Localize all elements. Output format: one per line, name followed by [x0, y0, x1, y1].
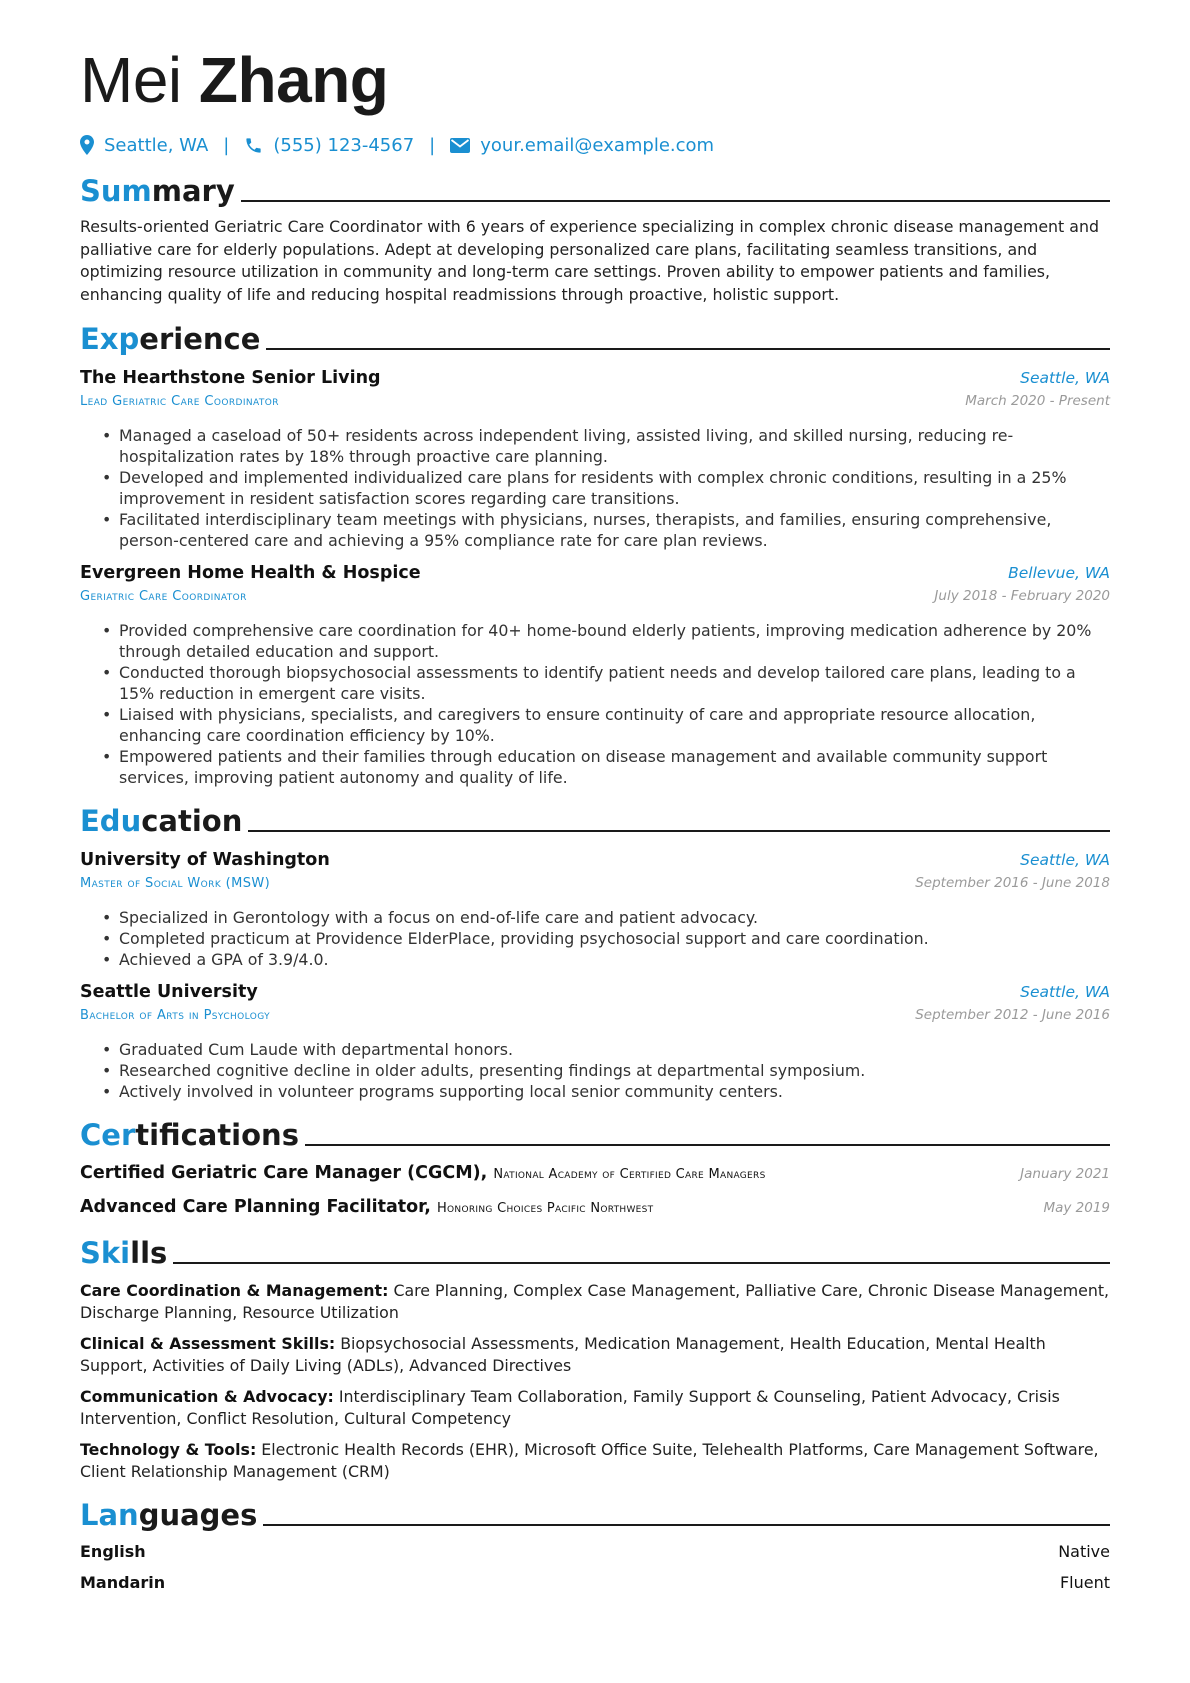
- section-title: Education: [80, 804, 243, 839]
- education-bullets: [80, 907, 1110, 970]
- location-text: Seattle, WA: [104, 134, 209, 156]
- list-item: • Liaised with physicians, specialists, and caregivers to ensure continuity of care and appropriate resource allocation, enhancing care coordination efficiency by 10%.: [102, 704, 1110, 746]
- contact-email[interactable]: [450, 135, 714, 156]
- section-title: Languages: [80, 1498, 258, 1533]
- contact-location: [80, 135, 208, 156]
- map-pin-icon: [80, 135, 94, 155]
- contact-separator: |: [429, 134, 436, 156]
- school-location: Seattle, WA: [1020, 983, 1110, 1002]
- section-title: Experience: [80, 322, 261, 357]
- section-title: Summary: [80, 174, 235, 208]
- list-item: • Actively involved in volunteer programs supporting local senior community centers.: [102, 1081, 1110, 1102]
- section-rule: [263, 1524, 1110, 1526]
- job-location: Bellevue, WA: [1008, 564, 1110, 583]
- skill-group: [80, 1439, 1110, 1482]
- contact-phone[interactable]: [244, 135, 414, 156]
- education-entry: [80, 980, 1110, 1102]
- job-entry: [80, 561, 1110, 788]
- last-name: Zhang: [198, 44, 389, 116]
- list-item: • Graduated Cum Laude with departmental honors.: [102, 1039, 1110, 1060]
- language-item: [80, 1541, 1110, 1563]
- employer-name: The Hearthstone Senior Living: [80, 368, 381, 389]
- section-heading: [80, 320, 1110, 356]
- language-level: Native: [1058, 1542, 1110, 1562]
- certification-issuer: National Academy of Certified Care Managers: [493, 1167, 766, 1183]
- email-link[interactable]: your.email@example.com: [480, 134, 715, 156]
- section-heading: [80, 802, 1110, 838]
- skill-group-label: Communication & Advocacy:: [80, 1387, 334, 1407]
- skill-group-label: Care Coordination & Management:: [80, 1281, 389, 1301]
- education-section: [80, 802, 1110, 1102]
- skill-group-label: Clinical & Assessment Skills:: [80, 1334, 336, 1354]
- certification-date: January 2021: [1020, 1166, 1110, 1183]
- phone-text[interactable]: (555) 123-4567: [273, 134, 415, 156]
- skill-group-items: Interdisciplinary Team Collaboration, Family Support & Counseling, Patient Advocacy, Crisis Intervention, Conflict Resolution, Cultural Competency: [80, 1387, 1060, 1428]
- list-item: • Empowered patients and their families through education on disease management and available community support services, improving patient autonomy and quality of life.: [102, 746, 1110, 788]
- section-heading: [80, 1496, 1110, 1532]
- school-dates: September 2012 - June 2016: [915, 1007, 1110, 1024]
- job-dates: March 2020 - Present: [965, 393, 1110, 410]
- certification-name: Advanced Care Planning Facilitator: [80, 1197, 425, 1218]
- list-item: • Provided comprehensive care coordination for 40+ home-bound elderly patients, improving medication adherence by 20% through detailed education and support.: [102, 620, 1110, 662]
- education-entry: [80, 848, 1110, 970]
- summary-section: [80, 172, 1110, 306]
- job-dates: July 2018 - February 2020: [934, 588, 1110, 605]
- school-name: University of Washington: [80, 850, 330, 871]
- skill-group: [80, 1280, 1110, 1323]
- section-heading: [80, 172, 1110, 208]
- employer-name: Evergreen Home Health & Hospice: [80, 563, 421, 584]
- school-location: Seattle, WA: [1020, 851, 1110, 870]
- job-bullets: [80, 620, 1110, 788]
- list-item: • Developed and implemented individualized care plans for residents with complex chronic conditions, resulting in a 25% improvement in resident satisfaction scores regarding care transitions.: [102, 467, 1110, 509]
- list-item: • Managed a caseload of 50+ residents across independent living, assisted living, and skilled nursing, reducing re-hospitalization rates by 18% through proactive care planning.: [102, 425, 1110, 467]
- languages-section: [80, 1496, 1110, 1594]
- language-item: [80, 1572, 1110, 1594]
- job-bullets: [80, 425, 1110, 551]
- degree-name: Bachelor of Arts in Psychology: [80, 1008, 271, 1024]
- experience-section: [80, 320, 1110, 788]
- list-item: • Specialized in Gerontology with a focus on end-of-life care and patient advocacy.: [102, 907, 1110, 928]
- skill-group: [80, 1333, 1110, 1376]
- education-bullets: [80, 1039, 1110, 1102]
- list-item: • Facilitated interdisciplinary team meetings with physicians, nurses, therapists, and families, ensuring comprehensive, person-centered care and achieving a 95% compliance rate for care plan reviews.: [102, 509, 1110, 551]
- section-rule: [173, 1262, 1110, 1264]
- degree-name: Master of Social Work (MSW): [80, 876, 271, 892]
- job-entry: [80, 366, 1110, 551]
- first-name: Mei: [80, 44, 182, 116]
- school-dates: September 2016 - June 2018: [915, 875, 1110, 892]
- section-rule: [241, 200, 1110, 202]
- language-name: Mandarin: [80, 1573, 166, 1593]
- section-title: Certifications: [80, 1118, 299, 1153]
- summary-text: Results-oriented Geriatric Care Coordinator with 6 years of experience specializing in complex chronic disease management and palliative care for elderly populations. Adept at developing personalized care plans, facilitating seamless transitions, and optimizing resource utilization in community and long-term care settings. Proven ability to empower patients and families, enhancing quality of life and reducing hospital readmissions through proactive, holistic support.: [80, 217, 1099, 304]
- skill-group: [80, 1386, 1110, 1429]
- section-heading: [80, 1234, 1110, 1270]
- school-name: Seattle University: [80, 982, 258, 1003]
- envelope-icon: [450, 138, 470, 153]
- certification-item: Advanced Care Planning Facilitator, Honoring Choices Pacific Northwest May 2019: [80, 1197, 1110, 1218]
- phone-icon: [244, 136, 263, 155]
- section-rule: [305, 1144, 1110, 1146]
- certifications-section: [80, 1116, 1110, 1220]
- section-title: Skills: [80, 1236, 168, 1271]
- contact-separator: |: [223, 134, 230, 156]
- list-item: • Completed practicum at Providence ElderPlace, providing psychosocial support and care coordination.: [102, 928, 1110, 949]
- contact-bar: [80, 132, 1110, 158]
- skill-group-items: Electronic Health Records (EHR), Microsoft Office Suite, Telehealth Platforms, Care Management Software, Client Relationship Management (CRM): [80, 1440, 1099, 1481]
- certification-issuer: Honoring Choices Pacific Northwest: [436, 1201, 654, 1217]
- list-item: • Achieved a GPA of 3.9/4.0.: [102, 949, 1110, 970]
- skill-group-items: Biopsychosocial Assessments, Medication Management, Health Education, Mental Health Support, Activities of Daily Living (ADLs), Advanced Directives: [80, 1334, 1046, 1375]
- skill-group-items: Care Planning, Complex Case Management, Palliative Care, Chronic Disease Management, Discharge Planning, Resource Utilization: [80, 1281, 1110, 1322]
- skill-group-label: Technology & Tools:: [80, 1440, 257, 1460]
- list-item: • Researched cognitive decline in older adults, presenting findings at departmental symposium.: [102, 1060, 1110, 1081]
- certification-name: Certified Geriatric Care Manager (CGCM): [80, 1163, 481, 1184]
- job-title: Lead Geriatric Care Coordinator: [80, 394, 279, 410]
- skills-section: [80, 1234, 1110, 1482]
- job-location: Seattle, WA: [1020, 369, 1110, 388]
- certification-date: May 2019: [1043, 1200, 1110, 1217]
- list-item: • Conducted thorough biopsychosocial assessments to identify patient needs and develop tailored care plans, leading to a 15% reduction in emergent care visits.: [102, 662, 1110, 704]
- section-rule: [266, 348, 1110, 350]
- section-rule: [248, 830, 1110, 832]
- section-heading: [80, 1116, 1110, 1152]
- language-level: Fluent: [1059, 1573, 1110, 1593]
- language-name: English: [80, 1542, 146, 1562]
- candidate-name: [80, 44, 1110, 116]
- certification-item: Certified Geriatric Care Manager (CGCM), National Academy of Certified Care Managers January 2021: [80, 1163, 1110, 1184]
- job-title: Geriatric Care Coordinator: [80, 589, 247, 605]
